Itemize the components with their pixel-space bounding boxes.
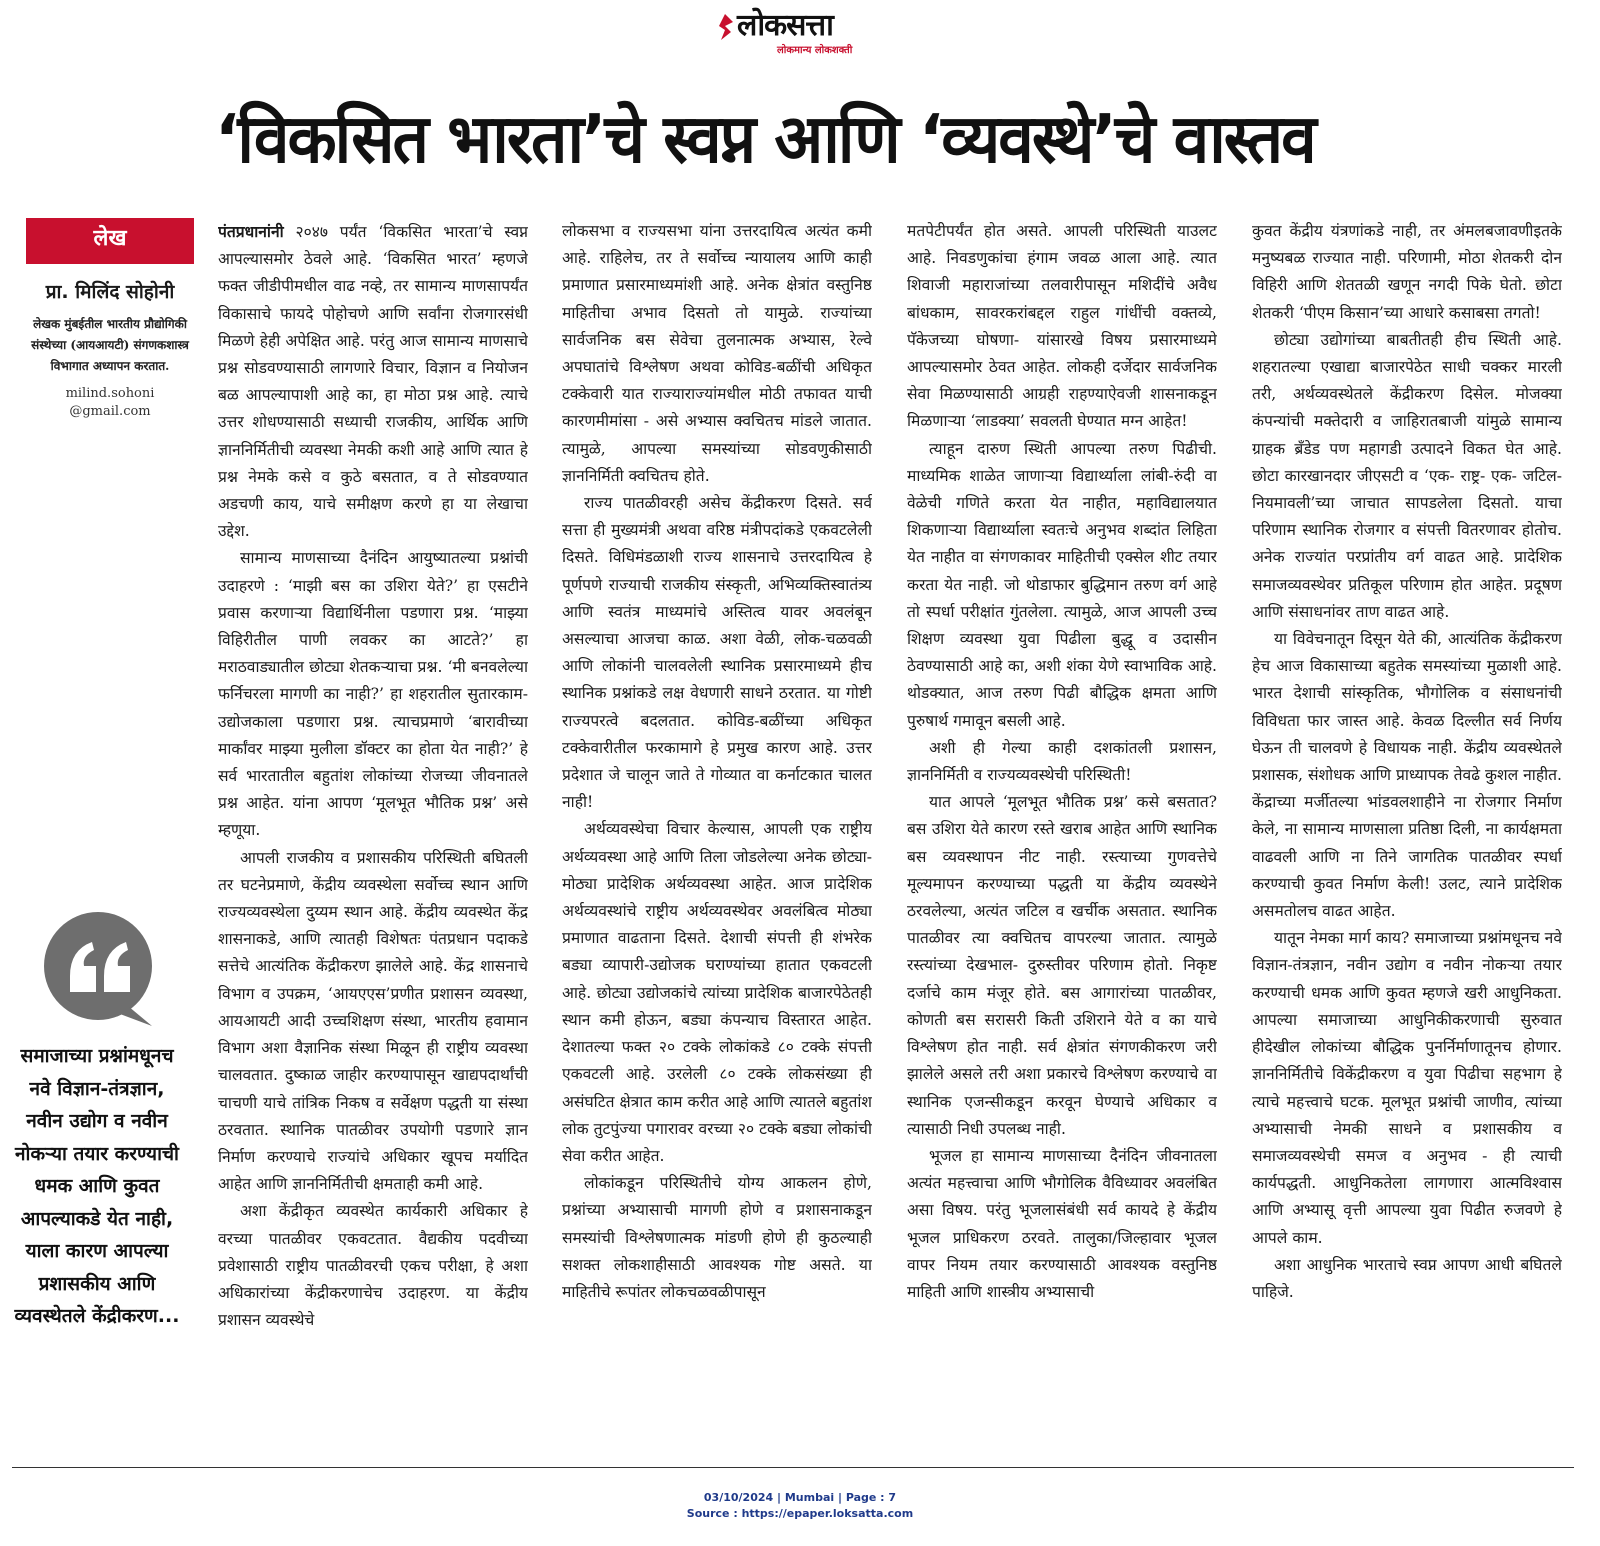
- paragraph: लोकांकडून परिस्थितीचे योग्य आकलन होणे, प्रश्नांच्या अभ्यासाची मागणी होणे व प्रशासनाकडून समस्यांची विश्लेषणात्मक मांडणी होणे ही कुठल्याही सशक्त लोकशाहीसाठी आवश्यक गोष्ट असते. या माहितीचे रूपांतर लोकचळवळीपासून: [562, 1174, 872, 1301]
- lead-word: पंतप्रधानांनी: [218, 222, 284, 241]
- article-column-2: [562, 218, 872, 1446]
- paragraph: सामान्य माणसाच्या दैनंदिन आयुष्यातल्या प्रश्नांची उदाहरणे : ‘माझी बस का उशिरा येते?’ हा एसटीने प्रवास करणाऱ्या विद्यार्थिनीला पडणारा प्रश्न. ‘माझ्या विहिरीतील पाणी लवकर का आटते?’ हा मराठवाड्यातील छोट्या शेतकऱ्याचा प्रश्न. ‘मी बनवलेल्या फर्निचरला मागणी का नाही?’ हा शहरातील सुतारकाम-उद्योजकाला पडणारा प्रश्न. त्याचप्रमाणे ‘बारावीच्या मार्कांवर माझ्या मुलीला डॉक्टर का होता येत नाही?’ हे सर्व भारतातील बहुतांश लोकांच्या रोजच्या जीवनातले प्रश्न आहेत. यांना आपण ‘मूलभूत भौतिक प्रश्न’ असे म्हणूया.: [218, 549, 528, 840]
- author-email-user: milind.sohoni: [65, 386, 155, 401]
- pull-quote: समाजाच्या प्रश्नांमधूनच नवे विज्ञान-तंत्रज्ञान, नवीन उद्योग व नवीन नोकऱ्या तयार करण्याची धमक आणि कुवत आपल्याकडे येत नाही, याला कारण आपल्या प्रशासकीय आणि व्यवस्थेतले केंद्रीकरण...: [14, 1045, 180, 1327]
- paragraph: छोट्या उद्योगांच्या बाबतीतही हीच स्थिती आहे. शहरातल्या एखाद्या बाजारपेठेत साधी चक्कर मारली तरी, अर्थव्यवस्थेतले केंद्रीकरण दिसेल. मोजक्या कंपन्यांची मक्तेदारी व जाहिरातबाजी यांमुळे सामान्य ग्राहक ब्रँडेड पण महागडी उत्पादने विकत घेत आहे. छोटा कारखानदार जीएसटी व ‘एक- राष्ट्र- एक- जटिल- नियमावली’च्या जाचात सापडलेला दिसतो. याचा परिणाम स्थानिक रोजगार व संपत्ती वितरणावर होतोच. अनेक राज्यांत परप्रांतीय वर्ग वाढत आहे. प्रादेशिक समाजव्यवस्थेवर प्रतिकूल परिणाम होत आहेत. प्रदूषण आणि संसाधनांवर ताण वाढत आहे.: [1252, 330, 1562, 621]
- logo-mark-icon: [715, 12, 735, 42]
- author-bio: लेखक मुंबईतील भारतीय प्रौद्योगिकी संस्थेच्या (आयआयटी) संगणकशास्त्र विभागात अध्यापन करतात.: [31, 317, 189, 373]
- paragraph: पंतप्रधानांनी २०४७ पर्यंत ‘विकसित भारता’चे स्वप्न आपल्यासमोर ठेवले आहे. ‘विकसित भारत’ म्हणजे फक्त जीडीपीमधील वाढ नव्हे, तर सामान्य माणसापर्यंत विकासाचे फायदे पोहोचणे आणि सर्वांना रोजगारसंधी मिळणे हेही अपेक्षित आहे. परंतु आज सामान्य माणसाचे प्रश्न सोडवण्यासाठी लागणारे विचार, विज्ञान व नियोजन बळ आपल्यापाशी आहे का, हा मोठा प्रश्न आहे. त्याचे उत्तर शोधण्यासाठी सध्याची राजकीय, आर्थिक आणि ज्ञाननिर्मितीची व्यवस्था नेमकी कशी आहे आणि त्यात हे प्रश्न नेमके कसे व कुठे बसतात, व ते सोडवण्यात अडचणी काय, याचे समीक्षण करणे हा या लेखाचा उद्देश.: [218, 222, 528, 541]
- paragraph: आपली राजकीय व प्रशासकीय परिस्थिती बघितली तर घटनेप्रमाणे, केंद्रीय व्यवस्थेला सर्वोच्च स्थान आणि राज्यव्यवस्थेला दुय्यम स्थान आहे. केंद्रीय व्यवस्थेत केंद्र शासनाकडे, आणि त्यातही विशेषतः पंतप्रधान पदाकडे सत्तेचे आत्यंतिक केंद्रीकरण झालेले आहे. केंद्र शासनाचे विभाग व उपक्रम, ‘आयएएस’प्रणीत प्रशासन व्यवस्था, आयआयटी आदी उच्चशिक्षण संस्था, भारतीय हवामान विभाग अशा वैज्ञानिक संस्था मिळून ही राष्ट्रीय व्यवस्था चालवतात. दुष्काळ जाहीर करण्यापासून खाद्यपदार्थांची चाचणी याचे तांत्रिक निकष व सर्वेक्षण पद्धती या संस्था ठरवतात. स्थानिक पातळीवर उपयोगी पडणारे ज्ञान निर्माण करण्याचे राज्यांचे अधिकार खूपच मर्यादित आहेत आणि ज्ञाननिर्मितीची क्षमताही कमी आहे.: [218, 848, 528, 1194]
- paragraph: लोकसभा व राज्यसभा यांना उत्तरदायित्व अत्यंत कमी आहे. राहिलेच, तर ते सर्वोच्च न्यायालय आणि काही प्रमाणात प्रसारमाध्यमांशी आहे. अनेक क्षेत्रांत वस्तुनिष्ठ माहितीचा अभाव दिसतो तो यामुळे. राज्यांच्या सार्वजनिक बस सेवेचा तुलनात्मक अभ्यास, रेल्वे अपघातांचे विश्लेषण अथवा कोविड-बळींची अधिकृत टक्केवारी यात राज्याराज्यांमधील मोठी तफावत याची कारणमीमांसा - असे अभ्यास क्वचितच मांडले जातात. त्यामुळे, आपल्या समस्यांच्या सोडवणुकीसाठी ज्ञाननिर्मिती क्वचितच होते.: [562, 222, 872, 485]
- masthead: [0, 0, 1600, 70]
- logo-text: लोकसत्ता: [737, 8, 833, 43]
- page-footer: [0, 1490, 1600, 1522]
- paragraph: यात आपले ‘मूलभूत भौतिक प्रश्न’ कसे बसतात? बस उशिरा येते कारण रस्ते खराब आहेत आणि स्थानिक बस व्यवस्थापन नीट नाही. रस्त्याच्या गुणवत्तेचे मूल्यमापन करण्याच्या पद्धती या केंद्रीय व्यवस्थेने ठरवलेल्या, अत्यंत जटिल व खर्चीक असतात. स्थानिक पातळीवर त्या क्वचितच वापरल्या जातात. त्यामुळे रस्त्यांच्या देखभाल- दुरुस्तीवर परिणाम होतो. निकृष्ट दर्जाचे काम मंजूर होते. बस आगारांच्या पातळीवर, कोणती बस सरासरी किती उशिराने येते व का याचे विश्लेषण होत नाही. सर्व क्षेत्रांत संगणकीकरण जरी झालेले असले तरी अशा प्रकारचे विश्लेषण करण्याचे वा स्थानिक एजन्सीकडून करवून घेण्याचे अधिकार व त्यासाठी निधी उपलब्ध नाही.: [907, 793, 1217, 1138]
- author-email[interactable]: [26, 385, 194, 421]
- paragraph: अर्थव्यवस्थेचा विचार केल्यास, आपली एक राष्ट्रीय अर्थव्यवस्था आहे आणि तिला जोडलेल्या अनेक छोट्या-मोठ्या प्रादेशिक अर्थव्यवस्था आहेत. आज प्रादेशिक अर्थव्यवस्थांचे राष्ट्रीय अर्थव्यवस्थेवर अवलंबित्व मोठ्या प्रमाणात वाढताना दिसते. देशाची संपत्ती ही शंभरेक बड्या व्यापारी-उद्योजक घराण्यांच्या हातात एकवटली आहे. छोट्या उद्योजकांचे त्यांच्या प्रादेशिक बाजारपेठेतही स्थान कमी होऊन, बड्या कंपन्याच विस्तारत आहेत. देशातल्या फक्त २० टक्के लोकांकडे ८० टक्के संपत्ती एकवटली आहे. उरलेली ८० टक्के लोकसंख्या ही असंघटित क्षेत्रात काम करीत आहे आणि त्यातले बहुतांश लोक तुटपुंज्या पगारावर वरच्या २० टक्के बड्या लोकांची सेवा करीत आहेत.: [562, 820, 872, 1165]
- paragraph: यातून नेमका मार्ग काय? समाजाच्या प्रश्नांमधूनच नवे विज्ञान-तंत्रज्ञान, नवीन उद्योग व नवीन नोकऱ्या तयार करण्याची धमक आणि कुवत म्हणजे खरी आधुनिकता. आपल्या समाजाच्या आधुनिकीकरणाची सुरुवात हीदेखील लोकांच्या बौद्धिक पुनर्निर्माणातूनच होणार. ज्ञाननिर्मितीचे विकेंद्रीकरण व युवा पिढीचा सहभाग हे त्याचे महत्त्वाचे घटक. मूलभूत प्रश्नांची जाणीव, त्यांच्या अभ्यासाची नेमकी साधने व प्रशासकीय व समाजव्यवस्थेची समज व अनुभव - ही त्याची कार्यपद्धती. आधुनिकतेला लागणारा आत्मविश्वास आणि अभ्यासू वृत्ती आपल्या युवा पिढीत रुजवणे हे आपले काम.: [1252, 929, 1562, 1247]
- logo-tagline: लोकमान्य लोकशक्ती: [777, 45, 853, 56]
- author-sidebar: [26, 218, 194, 421]
- article-column-3: [907, 218, 1217, 1446]
- article-headline: ‘विकसित भारता’चे स्वप्न आणि ‘व्यवस्थे’चे वास्तव: [215, 101, 1315, 179]
- paragraph: या विवेचनातून दिसून येते की, आत्यंतिक केंद्रीकरण हेच आज विकासाच्या बहुतेक समस्यांच्या मुळाशी आहे. भारत देशाची सांस्कृतिक, भौगोलिक व संसाधनांची विविधता फार जास्त आहे. केवळ दिल्लीत सर्व निर्णय घेऊन ती चालवणे हे विधायक नाही. केंद्रीय व्यवस्थेतले प्रशासक, संशोधक आणि प्राध्यापक तेवढे कुशल नाहीत. केंद्राच्या मर्जीतल्या भांडवलशाहीने ना रोजगार निर्माण केले, ना सामान्य माणसाला प्रतिष्ठा दिली, ना कार्यक्षमता वाढवली आणि ना तिने जागतिक पातळीवर स्पर्धा करण्याची कुवत निर्माण केली! उलट, त्याने प्रादेशिक असमतोलच वाढत आहेत.: [1252, 630, 1562, 921]
- paragraph: कुवत केंद्रीय यंत्रणांकडे नाही, तर अंमलबजावणीइतके मनुष्यबळ राज्यात नाही. परिणामी, मोठा शेतकरी दोन विहिरी आणि शेततळी खणून नगदी पिके घेतो. छोटा शेतकरी ‘पीएम किसान’च्या आधारे कसाबसा तगतो!: [1252, 222, 1562, 322]
- paragraph: राज्य पातळीवरही असेच केंद्रीकरण दिसते. सर्व सत्ता ही मुख्यमंत्री अथवा वरिष्ठ मंत्रीपदांकडे एकवटलेली दिसते. विधिमंडळाशी राज्य शासनाचे उत्तरदायित्व हे पूर्णपणे राज्याची राजकीय संस्कृती, अभिव्यक्तिस्वातंत्र्य आणि स्वतंत्र माध्यमांचे अस्तित्व यावर अवलंबून असल्याचा आजचा काळ. अशा वेळी, लोक-चळवळी आणि लोकांनी चालवलेली स्थानिक प्रसारमाध्यमे हीच स्थानिक प्रश्नांकडे लक्ष वेधणारी साधने ठरतात. या गोष्टी राज्यपरत्वे बदलतात. कोविड-बळींच्या अधिकृत टक्केवारीतील फरकामागे हे प्रमुख कारण आहे. उत्तर प्रदेशात जे चालून जाते ते गोव्यात वा कर्नाटकात चालत नाही!: [562, 494, 872, 812]
- paragraph: अशी ही गेल्या काही दशकांतली प्रशासन, ज्ञाननिर्मिती व राज्यव्यवस्थेची परिस्थिती!: [907, 738, 1217, 785]
- author-name: प्रा. मिलिंद सोहोनी: [45, 281, 175, 303]
- paragraph: भूजल हा सामान्य माणसाच्या दैनंदिन जीवनातला अत्यंत महत्त्वाचा आणि भौगोलिक वैविध्यावर अवलंबित असा विषय. परंतु भूजलासंबंधी सर्व कायदे हे केंद्रीय भूजल प्राधिकरण ठरवते. तालुका/जिल्हावार भूजल वापर नियम तयार करण्यासाठी आवश्यक वस्तुनिष्ठ माहिती आणि शास्त्रीय अभ्यासाची: [907, 1146, 1217, 1301]
- paragraph: अशा आधुनिक भारताचे स्वप्न आपण आधी बघितले पाहिजे.: [1252, 1255, 1562, 1301]
- article-column-1: [218, 218, 528, 1446]
- paragraph: अशा केंद्रीकृत व्यवस्थेत कार्यकारी अधिकार हे वरच्या पातळीवर एकवटतात. वैद्यकीय पदवीच्या प्रवेशासाठी राष्ट्रीय पातळीवरची एकच परीक्षा, हे अशा अधिकारांच्या केंद्रीकरणाचेच उदाहरण. या केंद्रीय प्रशासन व्यवस्थेचे: [218, 1202, 528, 1330]
- newspaper-logo[interactable]: [715, 8, 885, 56]
- source-link[interactable]: Source : https://epaper.loksatta.com: [686, 1507, 914, 1520]
- section-badge: लेख: [26, 218, 194, 264]
- article-column-4: [1252, 218, 1562, 1446]
- author-email-domain: @gmail.com: [69, 404, 151, 419]
- paragraph: त्याहून दारुण स्थिती आपल्या तरुण पिढीची. माध्यमिक शाळेत जाणाऱ्या विद्यार्थ्याला लांबी-रुंदी वा वेळेची गणिते करता येत नाहीत, महाविद्यालयात शिकणाऱ्या विद्यार्थ्याला स्वतःचे अनुभव शब्दांत लिहिता येत नाहीत वा संगणकावर माहितीची एक्सेल शीट तयार करता येत नाही. जो थोडाफार बुद्धिमान तरुण वर्ग आहे तो स्पर्धा परीक्षांत गुंतलेला. त्यामुळे, आज आपली उच्च शिक्षण व्यवस्था युवा पिढीला बुद्धू व उदासीन ठेवण्यासाठी आहे का, अशी शंका येणे स्वाभाविक आहे. थोडक्यात, आज तरुण पिढी बौद्धिक क्षमता आणि पुरुषार्थ गमावून बसली आहे.: [907, 439, 1217, 730]
- quotation-mark-icon: [40, 910, 160, 1030]
- bottom-divider: [12, 1467, 1574, 1468]
- paragraph: मतपेटीपर्यंत होत असते. आपली परिस्थिती याउलट आहे. निवडणुकांचा हंगाम जवळ आला आहे. त्यात शिवाजी महाराजांच्या तलवारीपासून मशिदींचे अवैध बांधकाम, सावरकरांबद्दल राहुल गांधींची वक्तव्ये, पॅकेजच्या घोषणा- यांसारखे विषय प्रसारमाध्यमे आपल्यासमोर ठेवत आहेत. लोकही दर्जेदार सार्वजनिक सेवा मिळण्यासाठी आग्रही राहण्याऐवजी शासनाकडून मिळणाऱ्या ‘लाडक्या’ सवलती घेण्यात मग्न आहेत!: [907, 222, 1217, 431]
- edition-info: 03/10/2024 | Mumbai | Page : 7: [703, 1491, 897, 1504]
